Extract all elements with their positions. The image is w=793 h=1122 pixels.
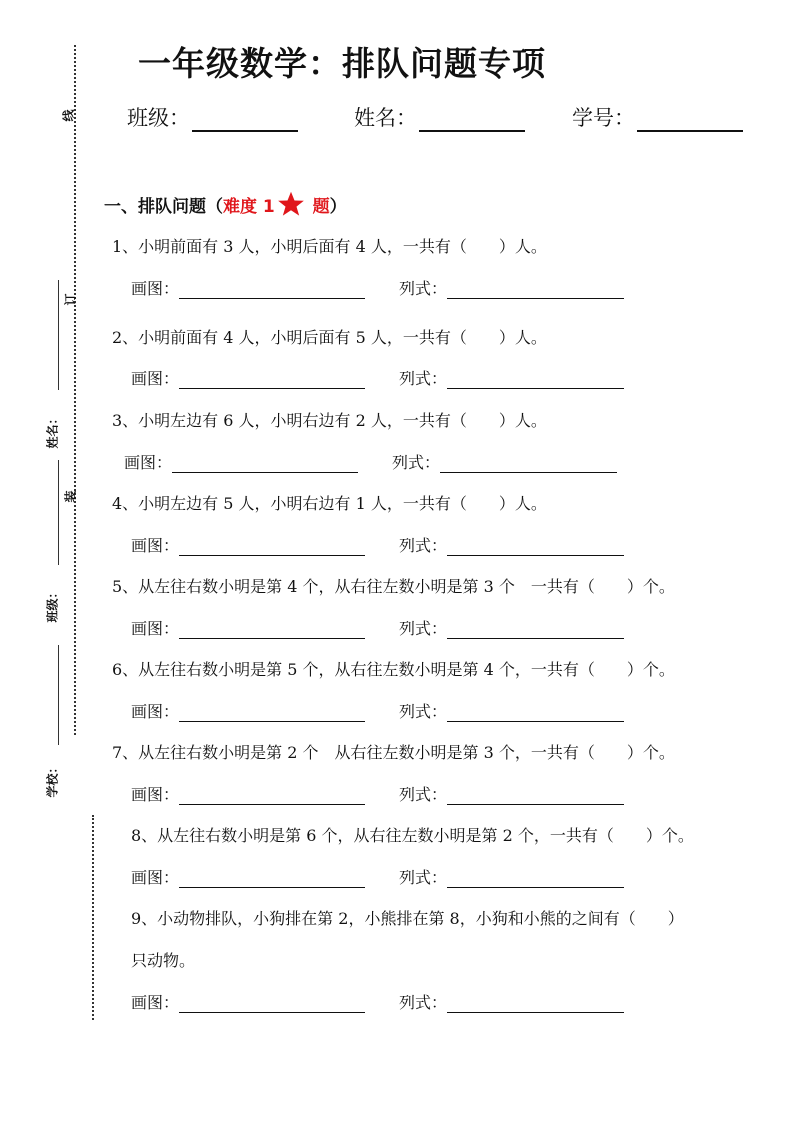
answer-row-9 [131,990,624,1013]
formula-label: 列式： [399,536,448,555]
binding-school-line [58,645,59,745]
draw-blank[interactable] [172,456,358,473]
formula-blank[interactable] [440,456,617,473]
question-5: 5、从左往右数小明是第 4 个，从右往左数小明是第 3 个 一共有（ ）个。 [112,577,675,596]
draw-blank[interactable] [179,539,365,556]
draw-blank[interactable] [179,372,365,389]
formula-label: 列式： [399,702,448,721]
number-label: 学号： [572,106,635,130]
formula-label: 列式： [399,993,448,1012]
formula-blank[interactable] [447,788,624,805]
difficulty-end: 题 [306,197,330,217]
formula-blank[interactable] [447,996,624,1013]
answer-row-2 [131,366,624,389]
binding-char-ding: 订 [63,293,78,306]
binding-dotted-line [74,45,76,735]
draw-label: 画图： [131,868,180,887]
draw-label: 画图： [131,619,180,638]
answer-row-1 [131,276,624,299]
question-7: 7、从左往右数小明是第 2 个 从右往左数小明是第 3 个，一共有（ ）个。 [112,743,675,762]
number-blank[interactable] [637,108,743,132]
class-field [127,102,298,132]
number-field [572,102,743,132]
binding-name-line [58,280,59,390]
page-title: 一年级数学：排队问题专项 [138,44,546,83]
draw-blank[interactable] [179,871,365,888]
question-9-continued: 只动物。 [131,951,196,970]
draw-blank[interactable] [179,788,365,805]
draw-label: 画图： [131,993,180,1012]
draw-label: 画图： [124,453,173,472]
draw-blank[interactable] [179,996,365,1013]
formula-blank[interactable] [447,282,624,299]
answer-row-4 [131,533,624,556]
question-3: 3、小明左边有 6 人，小明右边有 2 人，一共有（ ）人。 [112,411,547,430]
section-heading [104,190,347,218]
binding-dotted-line-lower [92,815,94,1020]
draw-label: 画图： [131,536,180,555]
question-8: 8、从左往右数小明是第 6 个，从右往左数小明是第 2 个，一共有（ ）个。 [131,826,694,845]
name-blank[interactable] [419,108,525,132]
answer-row-8 [131,865,624,888]
draw-blank[interactable] [179,622,365,639]
answer-row-5 [131,616,624,639]
draw-label: 画图： [131,279,180,298]
formula-blank[interactable] [447,622,624,639]
draw-blank[interactable] [179,282,365,299]
question-9: 9、小动物排队，小狗排在第 2，小熊排在第 8，小狗和小熊的之间有（ ） [131,909,684,928]
formula-label: 列式： [399,279,448,298]
answer-row-7 [131,782,624,805]
section-heading-text: 一、排队问题（ [104,197,223,217]
binding-school-label: 学校： [45,761,60,798]
question-2: 2、小明前面有 4 人，小明后面有 5 人，一共有（ ）人。 [112,328,547,347]
binding-char-zhuang: 装 [63,490,78,503]
draw-blank[interactable] [179,705,365,722]
answer-row-3 [124,450,617,473]
formula-label: 列式： [399,868,448,887]
name-label: 姓名： [354,106,417,130]
class-blank[interactable] [192,108,298,132]
draw-label: 画图： [131,785,180,804]
draw-label: 画图： [131,369,180,388]
formula-blank[interactable] [447,372,624,389]
class-label: 班级： [127,106,190,130]
name-field [354,102,525,132]
binding-class-line [58,460,59,565]
formula-blank[interactable] [447,539,624,556]
binding-name-label: 姓名： [45,412,60,449]
formula-blank[interactable] [447,705,624,722]
formula-label: 列式： [392,453,441,472]
formula-blank[interactable] [447,871,624,888]
formula-label: 列式： [399,369,448,388]
draw-label: 画图： [131,702,180,721]
answer-row-6 [131,699,624,722]
question-4: 4、小明左边有 5 人，小明右边有 1 人，一共有（ ）人。 [112,494,547,513]
binding-class-label: 班级： [45,586,60,623]
binding-char-xian: 线 [61,109,76,122]
section-heading-close: ） [329,197,347,217]
difficulty-label: 难度 1 [223,197,275,217]
question-1: 1、小明前面有 3 人，小明后面有 4 人，一共有（ ）人。 [112,237,547,256]
question-6: 6、从左往右数小明是第 5 个，从右往左数小明是第 4 个，一共有（ ）个。 [112,660,675,679]
star-icon [277,190,305,218]
formula-label: 列式： [399,785,448,804]
formula-label: 列式： [399,619,448,638]
